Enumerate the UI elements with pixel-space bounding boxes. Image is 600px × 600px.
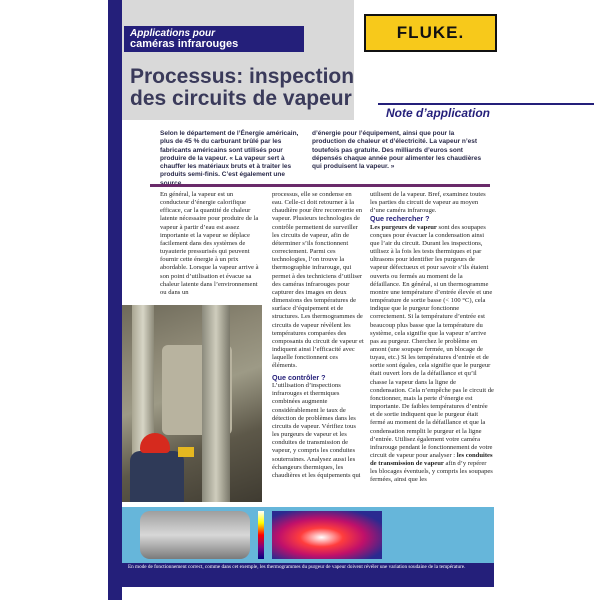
intro-left: Selon le département de l’Énergie américain, plus de 45 % du carburant brûlé par les fabricants américains sont utilisés pour produire de la vapeur. « La vapeur sert à chauffer les matériaux bruts et à traiter les produits semi-finis. C’est également une — [160, 130, 299, 179]
col3-paragraph — [370, 224, 494, 485]
thermogram-image — [272, 511, 382, 559]
col3-bold-lead: Les purgeurs de vapeur — [370, 223, 437, 231]
body-column-2 — [272, 191, 364, 370]
intro-divider-bar — [150, 184, 490, 187]
steam-trap-images — [122, 507, 494, 563]
note-label: Note d’application — [386, 106, 491, 120]
person-shape — [130, 451, 184, 502]
application-label-line2: caméras infrarouges — [130, 38, 239, 50]
red-helmet-shape — [140, 433, 170, 453]
body-column-1 — [160, 191, 260, 297]
col2-text: processus, elle se condense en eau. Celle-ci doit retourner à la chaudière pour être reconvertie en vapeur. Plusieurs technologies de contrôle permettent de surveiller les circuits de vapeur, afin de déterminer s’ils fonctionnent correctement. Parmi ces technologies, l’on trouve la thermographie infrarouge, qui permet à des techniciens d’utiliser des caméras infrarouges pour capturer des images en deux dimensions des températures de surface d’équipement et de structures. Les thermogrammes de circuits de vapeur révèlent les températures comparées des composants du circuit de vapeur et indiquent ainsi l’efficacité avec laquelle fonctionnent ces éléments. — [272, 191, 364, 370]
application-label — [124, 26, 304, 52]
temperature-scale — [258, 511, 264, 559]
page-title — [130, 66, 390, 110]
image-caption: En mode de fonctionnement correct, comme dans cet exemple, les thermogrammes du purgeur de vapeur doivent révéler une variation soudaine de la température. — [128, 564, 466, 570]
logo-text: FLUKE. — [396, 23, 465, 42]
title-line2: des circuits de vapeur — [130, 87, 352, 110]
left-color-strip — [108, 0, 122, 600]
pipe-shape — [202, 305, 230, 502]
fluke-logo — [364, 14, 497, 52]
subhead-what-to-check: Que contrôler ? — [272, 373, 326, 382]
application-label-line1: Applications pour — [130, 28, 215, 39]
col3-rest: sont des soupapes conçues pour évacuer la condensation ainsi que l’air du circuit. Durant les inspections, utilisez à la fois les tests thermiques et par ultrasons pour identifier les purgeurs de vapeur défectueux et pour savoir s’ils étaient ouverts ou fermés au moment de la défaillance. En général, si un thermogramme montre une température d’entrée élevée et une température de sortie basse (< 100 °C), cela indique que le purgeur fonctionne correctement. Si la température d’entrée est beaucoup plus basse que la température du système, cela signifie que la vapeur n’arrive pas au purgeur. Cherchez le problème en amont (une soupape fermée, un blocage de tuyau, etc.) Si les températures d’entrée et de sortie sont égales, cela signifie que le purgeur était ouvert lors de la défaillance et qu’il chasse la vapeur dans la ligne de condensation. Cela n’empêche pas le circuit de fonctionner, mais la perte d’énergie est importante. De faibles températures d’entrée et de sortie indiquent que le purgeur était fermé au moment de la défaillance et que la condensation remplit le purgeur et la ligne d’entrée. Utilisez également votre caméra infrarouge pendant le fonctionnement de votre circuit de vapeur pour analyser : — [370, 223, 494, 459]
title-line1: Processus: inspection — [130, 65, 355, 88]
col3-bold-tail: les conduites de transmission de vapeur — [370, 452, 493, 468]
body-column-3 — [370, 191, 494, 485]
steam-trap-photo — [140, 511, 250, 559]
intro-right: d’énergie pour l’équipement, ainsi que pour la production de chaleur et d’électricité. La vapeur n’est toutefois pas gratuite. Des milliards d’euros sont dépensés chaque année pour alimenter les chaudières qui produisent la vapeur. » — [312, 130, 482, 171]
col1-text: En général, la vapeur est un conducteur d’énergie calorifique efficace, car la quantité de chaleur latente nécessaire pour produire de la vapeur à partir d’eau est assez importante et la vapeur se déplace facilement dans des systèmes de tuyauterie pressurisés qui peuvent fournir cette énergie à un prix abordable. Lorsque la vapeur arrive à son point d’utilisation et évacue sa chaleur latente dans l’environnement ou dans un — [160, 191, 259, 296]
subhead-what-to-look-for: Que rechercher ? — [370, 214, 430, 224]
body-column-2-lower — [272, 374, 364, 480]
technician-photo — [122, 305, 262, 502]
col3-end: afin d’y repérer les blocages éventuels, y compris les soupapes fermées, ainsi que les — [370, 460, 493, 484]
col3-intro: utilisent de la vapeur. Bref, examinez toutes les parties du circuit de vapeur au moyen d’une caméra infrarouge. — [370, 191, 486, 215]
col2b-text: L’utilisation d’inspections infrarouges et thermiques combinées augmente considérablement le taux de détection de problèmes dans les circuits de vapeur. Vérifiez tous les purgeurs de vapeur et les conduites de transmission de vapeur, y compris les conduites souterraines. Analysez aussi les échangeurs thermiques, les chaudières et les équipements qui — [272, 382, 361, 479]
ir-camera-shape — [178, 447, 194, 457]
